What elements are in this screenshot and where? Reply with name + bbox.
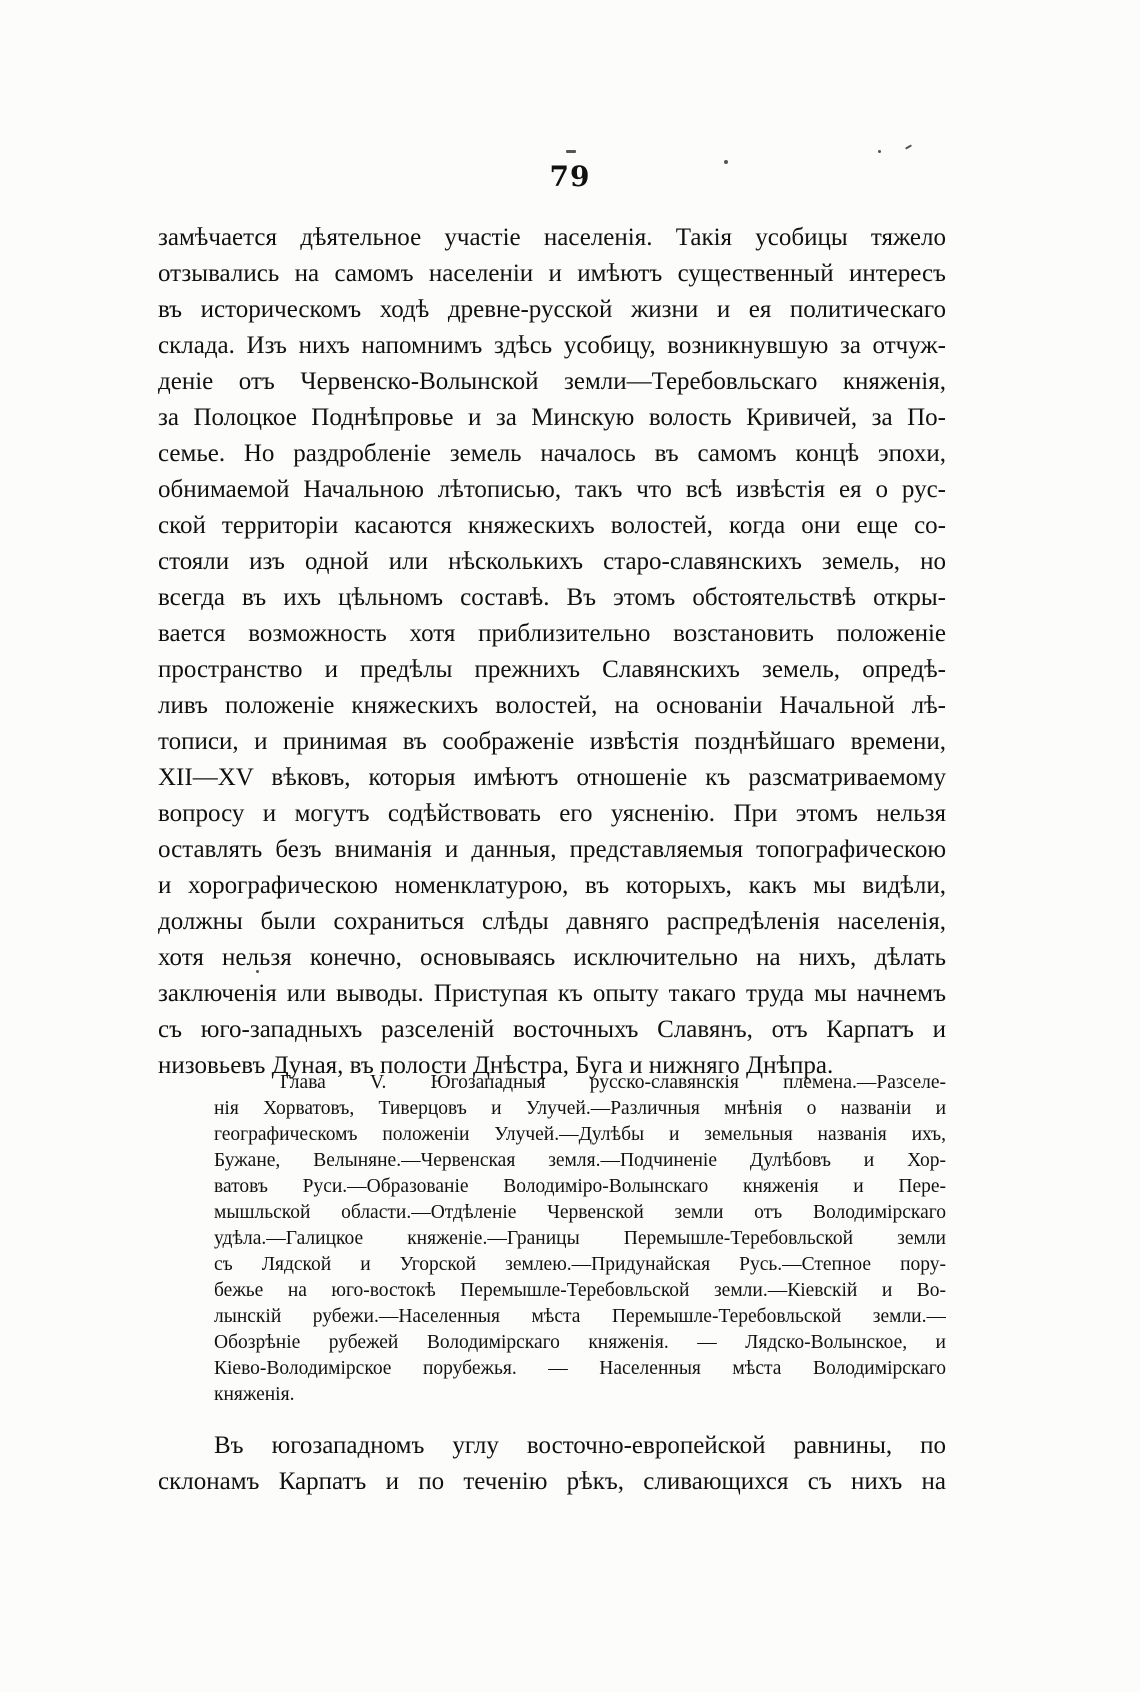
text-line: вопросу и могутъ содѣйствовать его уясненію. При этомъ нельзя [158, 800, 946, 827]
summary-line: Бужане, Велыняне.—Червенская земля.—Подчиненіе Дулѣбовъ и Хор- [214, 1150, 946, 1171]
summary-line: нія Хорватовъ, Тиверцовъ и Улучей.—Различныя мнѣнія о названіи и [214, 1098, 946, 1119]
text-line: за Полоцкое Поднѣпровье и за Минскую волость Кривичей, за По- [158, 404, 946, 431]
text-line: пространство и предѣлы прежнихъ Славянскихъ земель, опредѣ- [158, 656, 946, 683]
text-line: должны были сохраниться слѣды давняго распредѣленія населенія, [158, 908, 946, 935]
text-line: семье. Но раздробленіе земель началось въ самомъ концѣ эпохи, [158, 440, 946, 467]
text-line: заключенія или выводы. Приступая къ опыту такаго труда мы начнемъ [158, 980, 946, 1007]
summary-line: Глава V. Югозападныя русско-славянскія племена.—Разселе- [280, 1072, 946, 1093]
page-number: 79 [549, 160, 591, 193]
summary-line: княженія. [214, 1384, 295, 1405]
text-line: обнимаемой Начальною лѣтописью, такъ что всѣ извѣстія ея о рус- [158, 476, 946, 503]
chapter-summary [214, 1070, 946, 1408]
chapter-opening-paragraph [158, 1428, 946, 1500]
text-line: вается возможность хотя приблизительно возстановить положеніе [158, 620, 946, 647]
summary-line: Кіево-Володимірское порубежья. — Населенныя мѣста Володимірскаго [214, 1358, 946, 1379]
text-line: XII—XV вѣковъ, которыя имѣютъ отношеніе къ разсматриваемому [158, 764, 946, 791]
text-line: деніе отъ Червенско-Волынской земли—Теребовльскаго княженія, [158, 368, 946, 395]
print-speck [905, 144, 912, 149]
text-line: хотя нельзя конечно, основываясь исключительно на нихъ, дѣлать [158, 944, 946, 971]
text-line: всегда въ ихъ цѣльномъ составѣ. Въ этомъ обстоятельствѣ откры- [158, 584, 946, 611]
text-line: склонамъ Карпатъ и по теченію рѣкъ, сливающихся съ нихъ на [158, 1468, 946, 1495]
text-line: стояли изъ одной или нѣсколькихъ старо-славянскихъ земель, но [158, 548, 946, 575]
text-line: ской территоріи касаются княжескихъ волостей, когда они еще со- [158, 512, 946, 539]
text-line: въ историческомъ ходѣ древне-русской жизни и ея политическаго [158, 296, 946, 323]
text-line: замѣчается дѣятельное участіе населенія. Такія усобицы тяжело [158, 224, 946, 251]
text-line: съ юго-западныхъ разселеній восточныхъ Славянъ, отъ Карпатъ и [158, 1016, 946, 1043]
print-speck [878, 150, 881, 153]
summary-line: ватовъ Руси.—Образованіе Володиміро-Волынскаго княженія и Пере- [214, 1176, 946, 1197]
print-speck [566, 150, 576, 153]
text-line: и хорографическою номенклатурою, въ которыхъ, какъ мы видѣли, [158, 872, 946, 899]
text-line: оставлять безъ вниманія и данныя, представляемыя топографическою [158, 836, 946, 863]
summary-line: удѣла.—Галицкое княженіе.—Границы Перемышле-Теребовльской земли [214, 1228, 946, 1249]
text-line: низовьевъ Дуная, въ полости Днѣстра, Буга и нижняго Днѣпра. [158, 1052, 834, 1079]
text-line: склада. Изъ нихъ напомнимъ здѣсь усобицу, возникнувшую за отчуж- [158, 332, 946, 359]
summary-line: Обозрѣніе рубежей Володимірскаго княженія. — Лядско-Волынское, и [214, 1332, 946, 1353]
text-line: Въ югозападномъ углу восточно-европейской равнины, по [214, 1432, 946, 1459]
text-line: ливъ положеніе княжескихъ волостей, на основаніи Начальной лѣ- [158, 692, 946, 719]
text-line: отзывались на самомъ населеніи и имѣютъ существенный интересъ [158, 260, 946, 287]
summary-line: географическомъ положеніи Улучей.—Дулѣбы и земельныя названія ихъ, [214, 1124, 946, 1145]
summary-line: съ Лядской и Угорской землею.—Придунайская Русь.—Степное пору- [214, 1254, 946, 1275]
text-line: тописи, и принимая въ соображеніе извѣстія позднѣйшаго времени, [158, 728, 946, 755]
main-paragraph [158, 220, 946, 1084]
summary-line: лынскій рубежи.—Населенныя мѣста Перемышле-Теребовльской земли.— [214, 1306, 946, 1327]
summary-line: бежье на юго-востокѣ Перемышле-Теребовльской земли.—Кіевскій и Во- [214, 1280, 946, 1301]
summary-line: мышльской области.—Отдѣленіе Червенской земли отъ Володимірскаго [214, 1202, 946, 1223]
